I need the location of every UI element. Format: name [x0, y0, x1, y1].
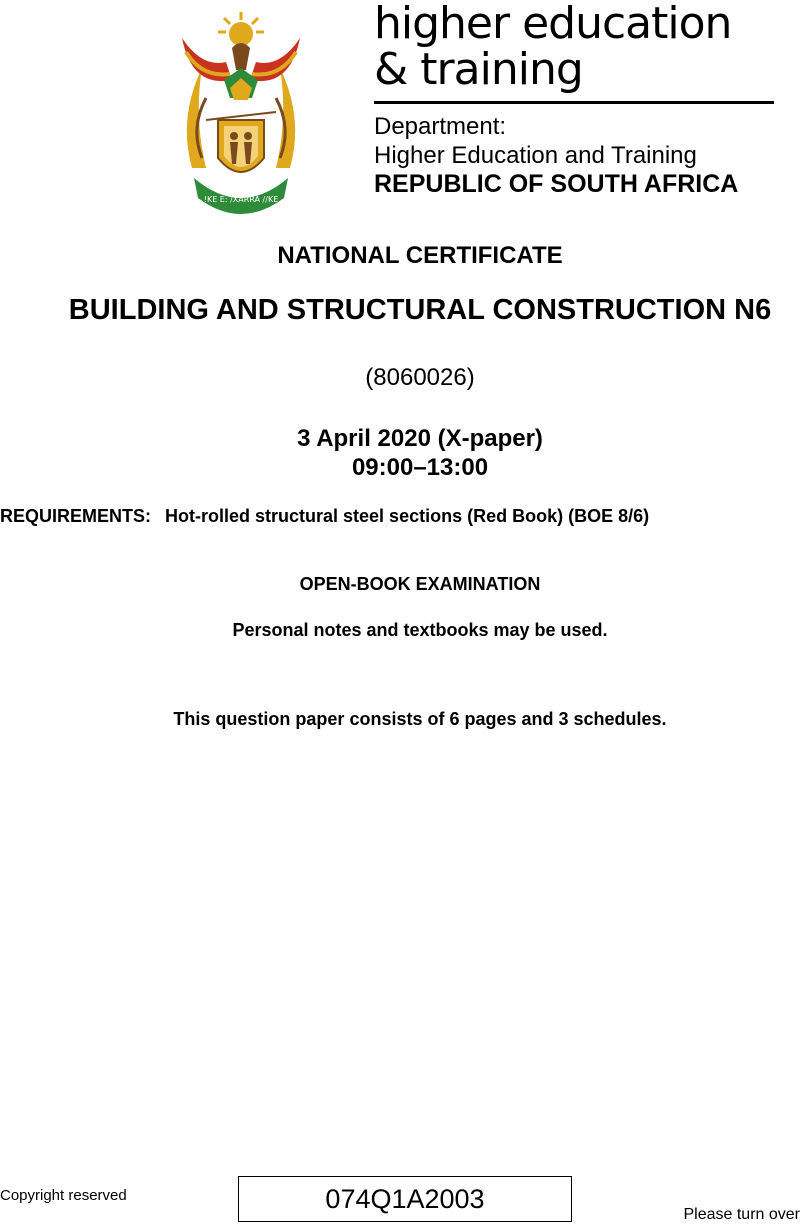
- copyright-notice: Copyright reserved: [0, 1187, 127, 1204]
- paper-code-box: [238, 1176, 572, 1222]
- requirements-line: [0, 506, 649, 527]
- requirements-label: REQUIREMENTS:: [0, 506, 152, 526]
- subject-title: BUILDING AND STRUCTURAL CONSTRUCTION N6: [68, 294, 772, 326]
- department-label: Department:: [374, 113, 507, 140]
- subject-code: (8060026): [365, 364, 475, 391]
- notes-allowed-notice: Personal notes and textbooks may be used.: [232, 620, 608, 640]
- country-name: REPUBLIC OF SOUTH AFRICA: [374, 170, 739, 198]
- page-count-notice: This question paper consists of 6 pages and 3 schedules.: [173, 709, 667, 729]
- coat-of-arms-logo: [172, 8, 310, 220]
- department-name: Higher Education and Training: [374, 142, 697, 169]
- requirements-text: Hot-rolled structural steel sections (Red Book) (BOE 8/6): [165, 506, 650, 526]
- brand-title-line2: & training: [374, 44, 583, 95]
- certificate-title: NATIONAL CERTIFICATE: [277, 242, 563, 269]
- crest-motto: !KE E: /XARRA //KE: [203, 195, 279, 204]
- open-book-notice: OPEN-BOOK EXAMINATION: [299, 574, 541, 594]
- exam-time: 09:00–13:00: [351, 454, 489, 481]
- turn-over-notice: Please turn over: [683, 1206, 800, 1223]
- exam-date: 3 April 2020 (X-paper): [297, 425, 543, 452]
- brand-title-line1: higher education: [374, 0, 732, 49]
- brand-divider: [374, 101, 774, 104]
- paper-code: 074Q1A2003: [325, 1183, 485, 1214]
